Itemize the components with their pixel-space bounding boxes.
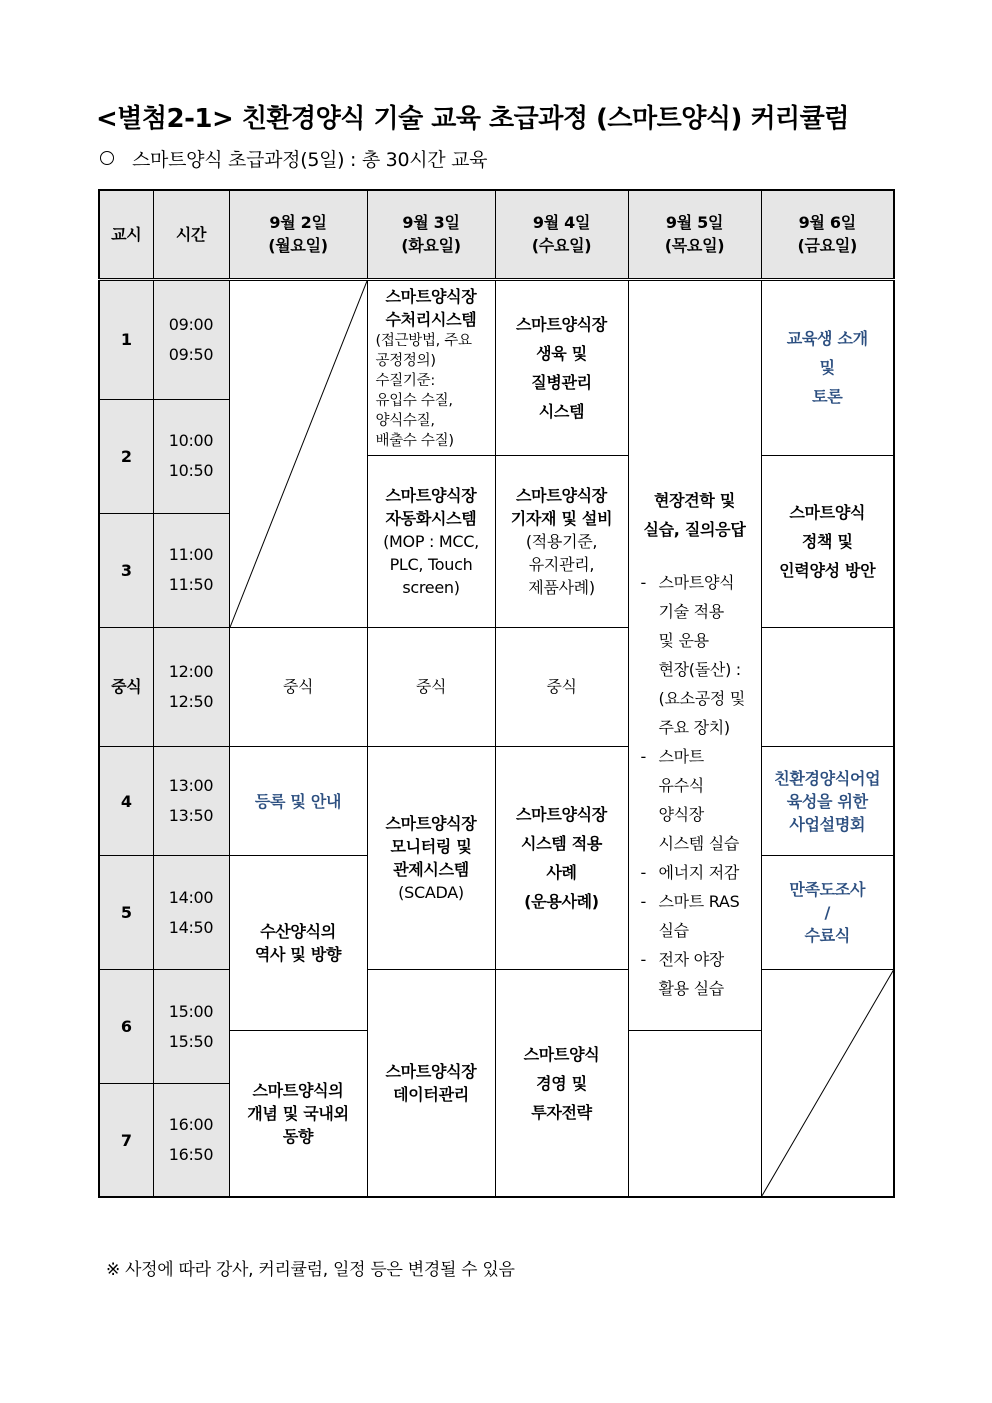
wed-lunch: 중식 (367, 627, 495, 746)
period-time: 14:00 14:50 (153, 856, 229, 970)
header-day-mon: 9월 2일 (월요일) (229, 190, 367, 279)
wed-growth-disease: 스마트양식장 생육 및 질병관리 시스템 (495, 279, 628, 455)
tue-data-management: 스마트양식장 데이터관리 (367, 970, 495, 1197)
period-time: 10:00 10:50 (153, 399, 229, 513)
header-day-fri: 9월 6일 (금요일) (761, 190, 894, 279)
period-label: 4 (99, 747, 153, 856)
tue-lunch: 중식 (229, 627, 367, 746)
period-label: 6 (99, 970, 153, 1084)
tue-water-treatment: 스마트양식장 수처리시스템 (접근방법, 주요 공정정의) 수질기준: 유입수 수질, 양식수질, 배출수 수질) (367, 279, 495, 455)
period-label: 2 (99, 399, 153, 513)
period-time: 12:00 12:50 (153, 627, 229, 746)
wed-management-investment: 스마트양식 경영 및 투자전략 (495, 970, 628, 1197)
thu-field-trip: 현장견학 및 실습, 질의응답 - 스마트양식 기술 적용 및 운용 현장(돌산) : (요소공정 및 주요 장치) - 스마트 유수식 양식장 시스템 실습 - 에너지 저감 - 스마트 RAS 실습 - 전자 야장 활용 실습 (628, 279, 761, 1031)
subtitle-text: 스마트양식 초급과정(5일) : 총 30시간 교육 (132, 149, 488, 171)
fri-introduction: 교육생 소개 및 토론 (761, 279, 894, 455)
tue-monitoring: 스마트양식장 모니터링 및 관제시스템 (SCADA) (367, 747, 495, 970)
period-label: 중식 (99, 627, 153, 746)
period-time: 11:00 11:50 (153, 513, 229, 627)
header-day-wed: 9월 4일 (수요일) (495, 190, 628, 279)
period-time: 09:00 09:50 (153, 279, 229, 399)
period-label: 3 (99, 513, 153, 627)
header-time: 시간 (153, 190, 229, 279)
circle-bullet-icon (100, 151, 114, 165)
period-time: 15:00 15:50 (153, 970, 229, 1084)
page-title: <별첨2-1> 친환경양식 기술 교육 초급과정 (스마트양식) 커리큘럼 (96, 104, 849, 134)
wed-equipment: 스마트양식장 기자재 및 설비 (적용기준, 유지관리, 제품사례) (495, 455, 628, 627)
header-day-tue: 9월 3일 (화요일) (367, 190, 495, 279)
mon-empty-morning (229, 279, 367, 627)
fri-lunch: 중식 (495, 627, 628, 746)
period-label: 7 (99, 1084, 153, 1197)
mon-aquaculture-history: 수산양식의 역사 및 방향 (229, 856, 367, 1031)
fri-business-briefing: 친환경양식어업 육성을 위한 사업설명회 (761, 747, 894, 856)
fri-survey-completion: 만족도조사 / 수료식 (761, 856, 894, 970)
period-time: 16:00 16:50 (153, 1084, 229, 1197)
tue-automation: 스마트양식장 자동화시스템 (MOP : MCC, PLC, Touch screen) (367, 455, 495, 627)
period-label: 5 (99, 856, 153, 970)
period-label: 1 (99, 279, 153, 399)
wed-application-cases: 스마트양식장 시스템 적용 사례 (운용사례) (495, 747, 628, 970)
mon-registration: 등록 및 안내 (229, 747, 367, 856)
period-time: 13:00 13:50 (153, 747, 229, 856)
header-day-thu: 9월 5일 (목요일) (628, 190, 761, 279)
header-period: 교시 (99, 190, 153, 279)
fri-empty-afternoon (761, 970, 894, 1197)
fri-policy: 스마트양식 정책 및 인력양성 방안 (761, 455, 894, 627)
curriculum-table (98, 189, 895, 1198)
subtitle (100, 145, 487, 172)
footnote: ※ 사정에 따라 강사, 커리큘럼, 일정 등은 변경될 수 있음 (106, 1260, 515, 1280)
mon-smart-concept: 스마트양식의 개념 및 국내외 동향 (229, 1031, 367, 1197)
